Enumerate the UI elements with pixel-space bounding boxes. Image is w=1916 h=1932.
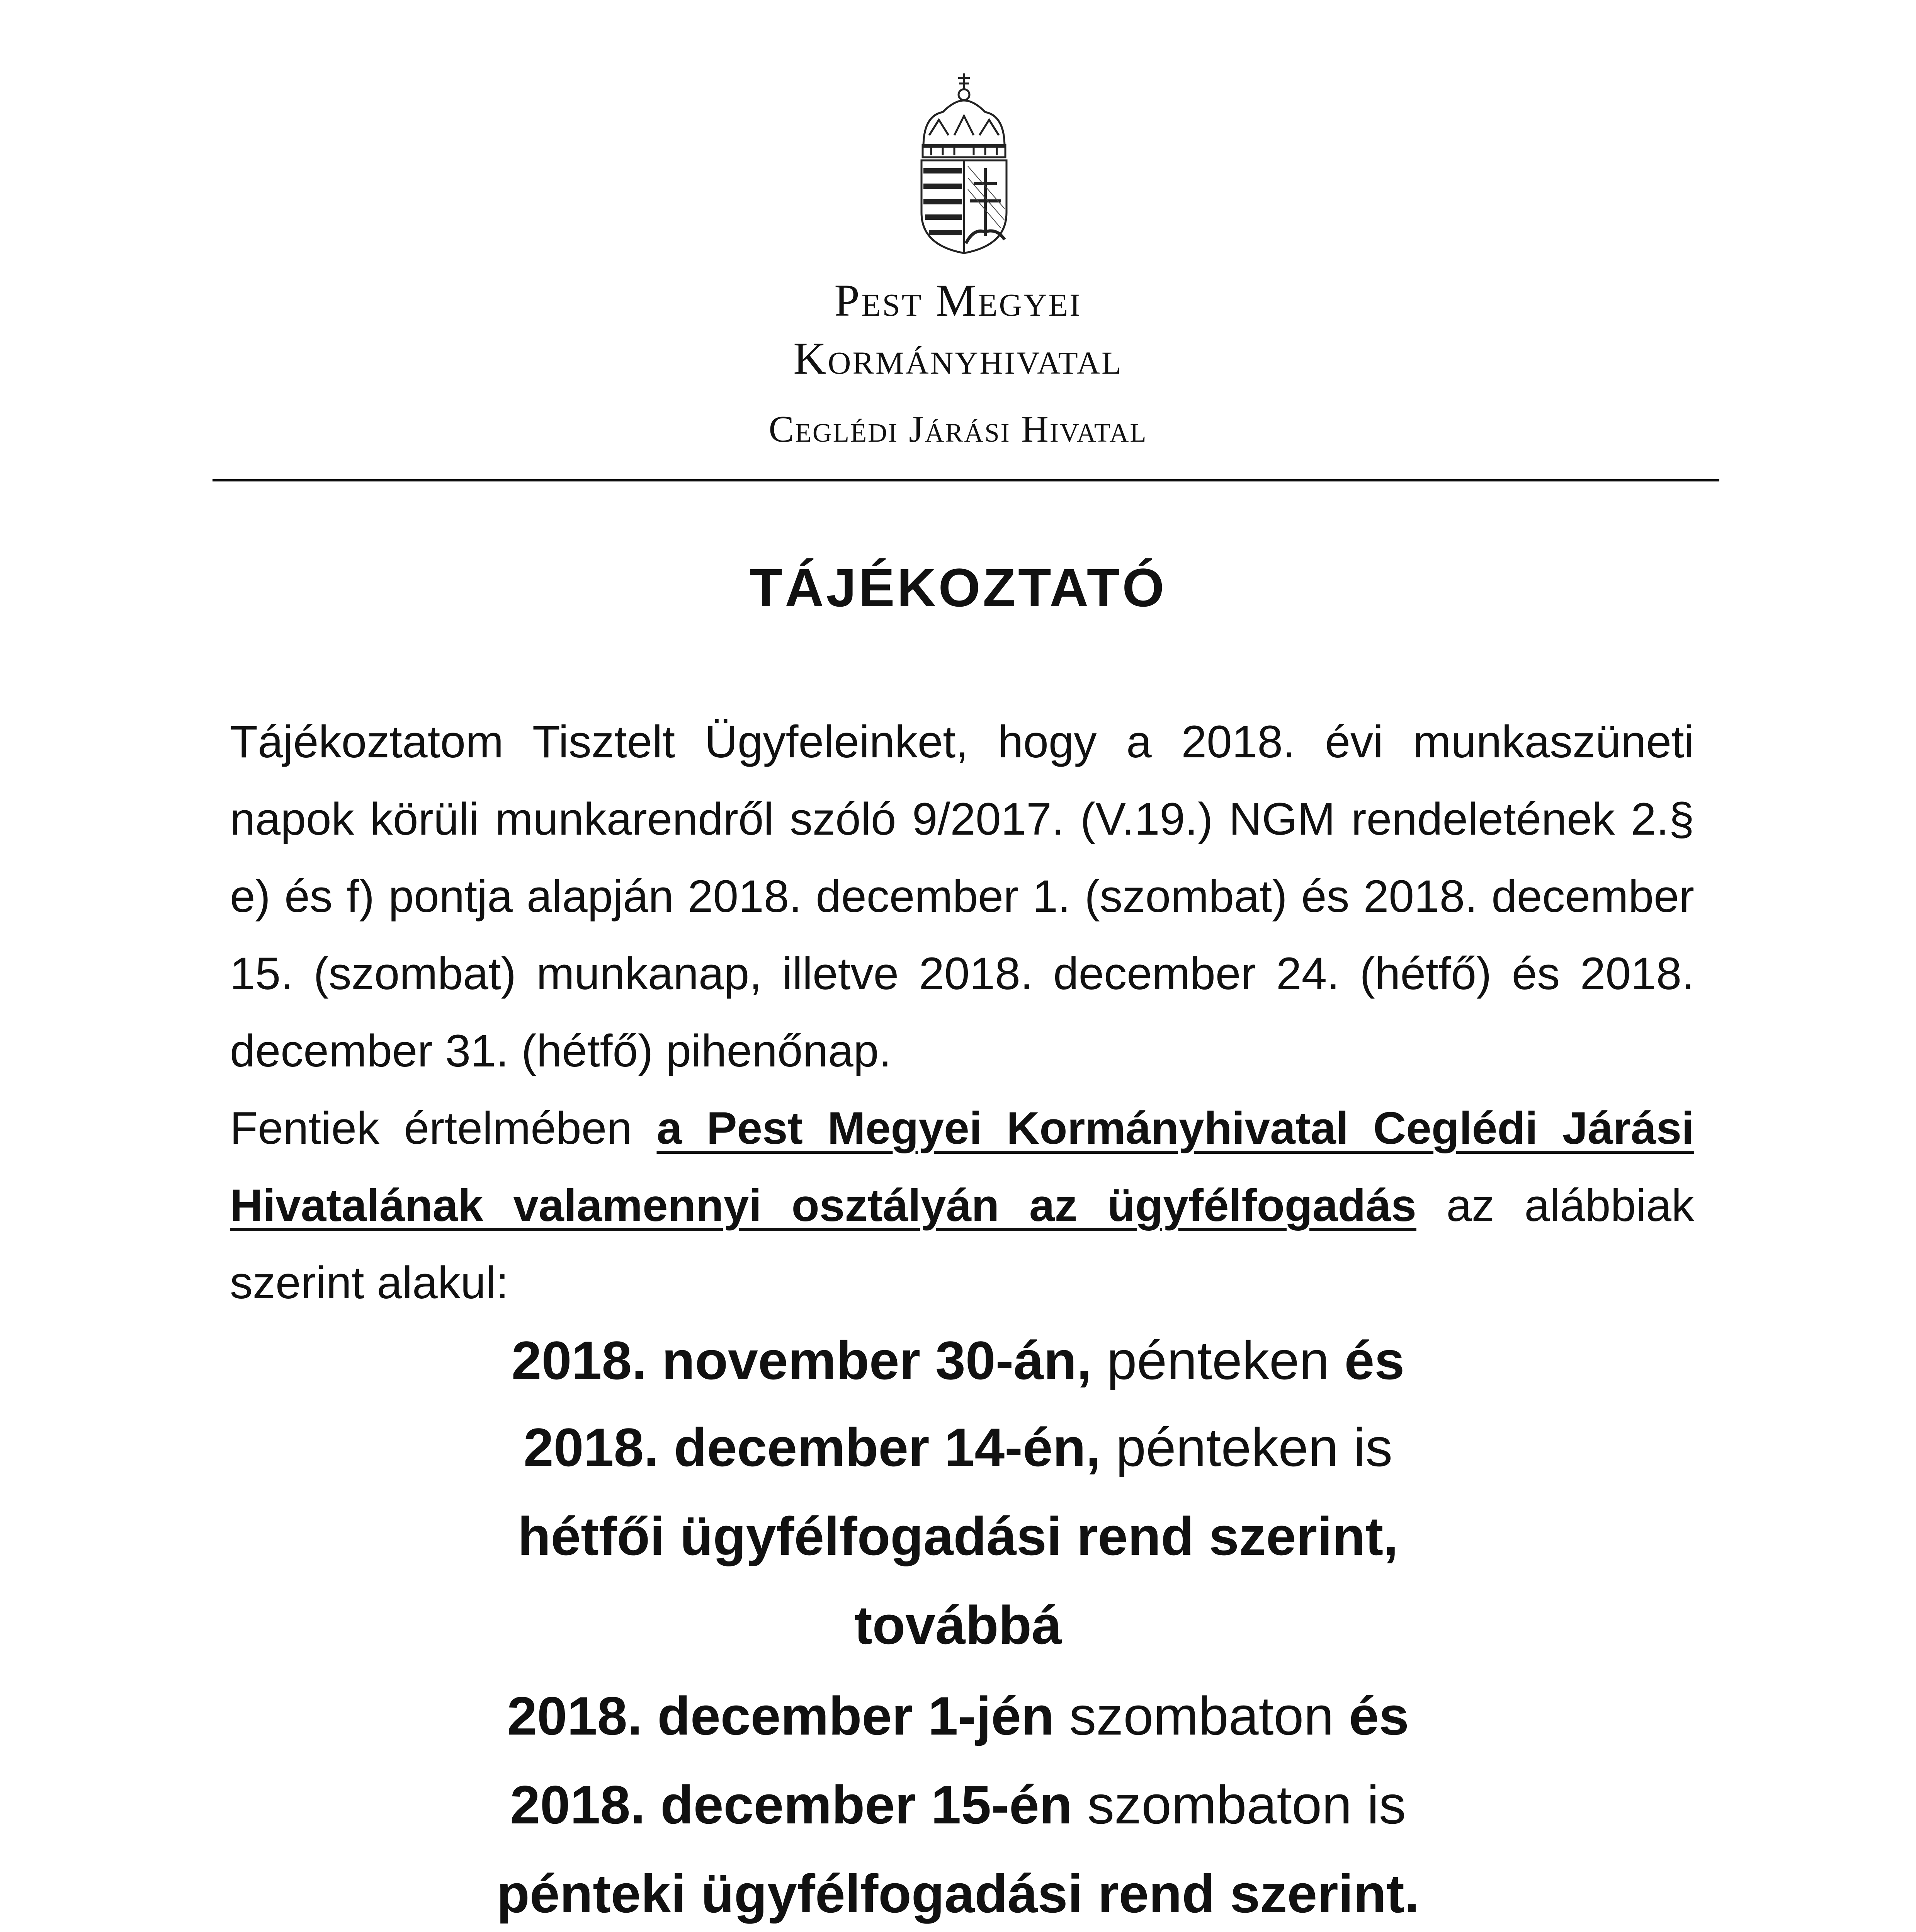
schedule-line-5	[0, 1685, 1916, 1747]
paragraph-1: Tájékoztatom Tisztelt Ügyfeleinket, hogy a 2018. évi munkaszüneti napok körüli munkarendről szóló 9/2017. (V.19.) NGM rendeletének 2.§ e) és f) pontja alapján 2018. december 1. (szombat) és 2018. december 15. (szombat) munkanap, illetve 2018. december 24. (hétfő) és 2018. december 31. (hétfő) pihenőnap.	[230, 716, 1694, 1077]
schedule-line-6-day: szombaton is	[1072, 1774, 1406, 1835]
schedule-line-3: hétfői ügyfélfogadási rend szerint,	[517, 1506, 1399, 1566]
header-line-1: Pest Megyei	[834, 275, 1082, 326]
schedule-line-2-date: 2018. december 14-én,	[523, 1417, 1101, 1478]
schedule-line-1-and: és	[1344, 1330, 1405, 1391]
paragraph-2-after: az alábbiak szerint alakul:	[230, 1180, 1694, 1308]
header-divider	[213, 479, 1719, 481]
paragraph-2-underlined: a Pest Megyei Kormányhivatal Ceglédi Járási Hivatalának valamennyi osztályán az ügyfélfogadás	[230, 1103, 1695, 1231]
schedule-line-5-date: 2018. december 1-jén	[507, 1685, 1054, 1746]
schedule-line-5-day: szombaton	[1054, 1685, 1349, 1746]
schedule-line-6	[0, 1774, 1916, 1836]
document-title: TÁJÉKOZTATÓ	[749, 557, 1167, 618]
schedule-line-6-date: 2018. december 15-én	[510, 1774, 1073, 1835]
header-line-2: Kormányhivatal	[793, 333, 1123, 384]
schedule-line-5-and: és	[1349, 1685, 1409, 1746]
schedule-line-1-day: pénteken	[1091, 1330, 1345, 1391]
schedule-line-2	[0, 1416, 1916, 1479]
schedule-line-4: továbbá	[854, 1595, 1062, 1655]
schedule-line-1	[0, 1329, 1916, 1392]
schedule-line-2-day: pénteken is	[1101, 1417, 1393, 1478]
schedule-line-7: pénteki ügyfélfogadási rend szerint.	[496, 1863, 1420, 1924]
header-line-3: Ceglédi Járási Hivatal	[768, 408, 1148, 450]
schedule-line-1-date: 2018. november 30-án,	[511, 1330, 1092, 1391]
paragraph-2	[230, 1090, 1694, 1321]
paragraph-2-before: Fentiek értelmében	[230, 1103, 657, 1154]
coat-of-arms-icon	[916, 73, 1012, 255]
